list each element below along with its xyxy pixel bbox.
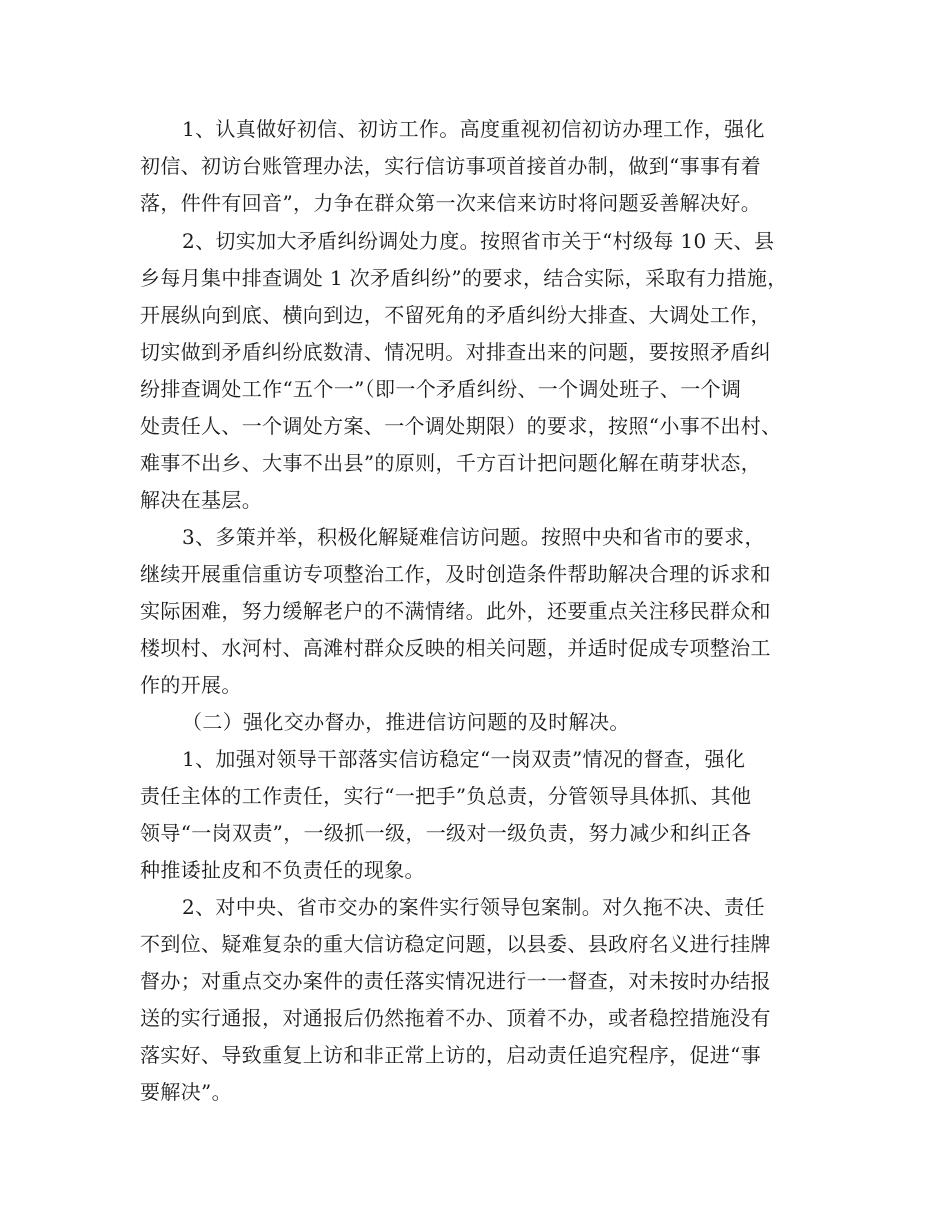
text-line: 要解决”。 <box>140 1080 232 1104</box>
text-line: 2、对中央、省市交办的案件实行领导包案制。对久拖不决、责任 <box>182 895 765 919</box>
text-line: 实际困难，努力缓解老户的不满情绪。此外，还要重点关注移民群众和 <box>140 599 771 623</box>
text-line: 3、多策并举，积极化解疑难信访问题。按照中央和省市的要求， <box>182 525 765 549</box>
text-line: 督办；对重点交办案件的责任落实情况进行一一督查，对未按时办结报 <box>140 969 771 993</box>
text-line: 初信、初访台账管理办法，实行信访事项首接首办制，做到“事事有着 <box>140 154 762 178</box>
text-line: 不到位、疑难复杂的重大信访稳定问题，以县委、县政府名义进行挂牌 <box>140 932 771 956</box>
text-line: 切实做到矛盾纠纷底数清、情况明。对排查出来的问题，要按照矛盾纠 <box>140 340 771 364</box>
section-heading: （二）强化交办督办，推进信访问题的及时解决。 <box>182 710 630 734</box>
text-line: 作的开展。 <box>140 673 242 697</box>
text-line: 楼坝村、水河村、高滩村群众反映的相关问题，并适时促成专项整治工 <box>140 636 771 660</box>
text-line: 解决在基层。 <box>140 488 263 512</box>
text-line: 处责任人、一个调处方案、一个调处期限）的要求，按照“小事不出村、 <box>140 414 782 438</box>
text-line: 种推诿扯皮和不负责任的现象。 <box>140 858 425 882</box>
text-line: 继续开展重信重访专项整治工作，及时创造条件帮助解决合理的诉求和 <box>140 562 771 586</box>
text-line: 责任主体的工作责任，实行“一把手”负总责，分管领导具体抓、其他 <box>140 784 752 808</box>
text-line: 1、加强对领导干部落实信访稳定“一岗双责”情况的督查，强化 <box>182 747 746 771</box>
text-line: 落，件件有回音”，力争在群众第一次来信来访时将问题妥善解决好。 <box>140 191 762 215</box>
text-line: 1、认真做好初信、初访工作。高度重视初信初访办理工作，强化 <box>182 117 765 141</box>
text-line: 送的实行通报，对通报后仍然拖着不办、顶着不办，或者稳控措施没有 <box>140 1006 771 1030</box>
text-line: 开展纵向到底、横向到边，不留死角的矛盾纠纷大排查、大调处工作， <box>140 303 771 327</box>
text-line: 领导“一岗双责”，一级抓一级，一级对一级负责，努力减少和纠正各 <box>140 821 752 845</box>
text-line: 落实好、导致重复上访和非正常上访的，启动责任追究程序，促进“事 <box>140 1043 762 1067</box>
text-line: 纷排查调处工作“五个一”（即一个矛盾纠纷、一个调处班子、一个调 <box>140 377 742 401</box>
text-line: 2、切实加大矛盾纠纷调处力度。按照省市关于“村级每 10 天、县 <box>182 229 775 253</box>
text-line: 乡每月集中排查调处 1 次矛盾纠纷”的要求，结合实际，采取有力措施， <box>140 266 788 290</box>
text-line: 难事不出乡、大事不出县”的原则，千方百计把问题化解在萌芽状态， <box>140 451 762 475</box>
